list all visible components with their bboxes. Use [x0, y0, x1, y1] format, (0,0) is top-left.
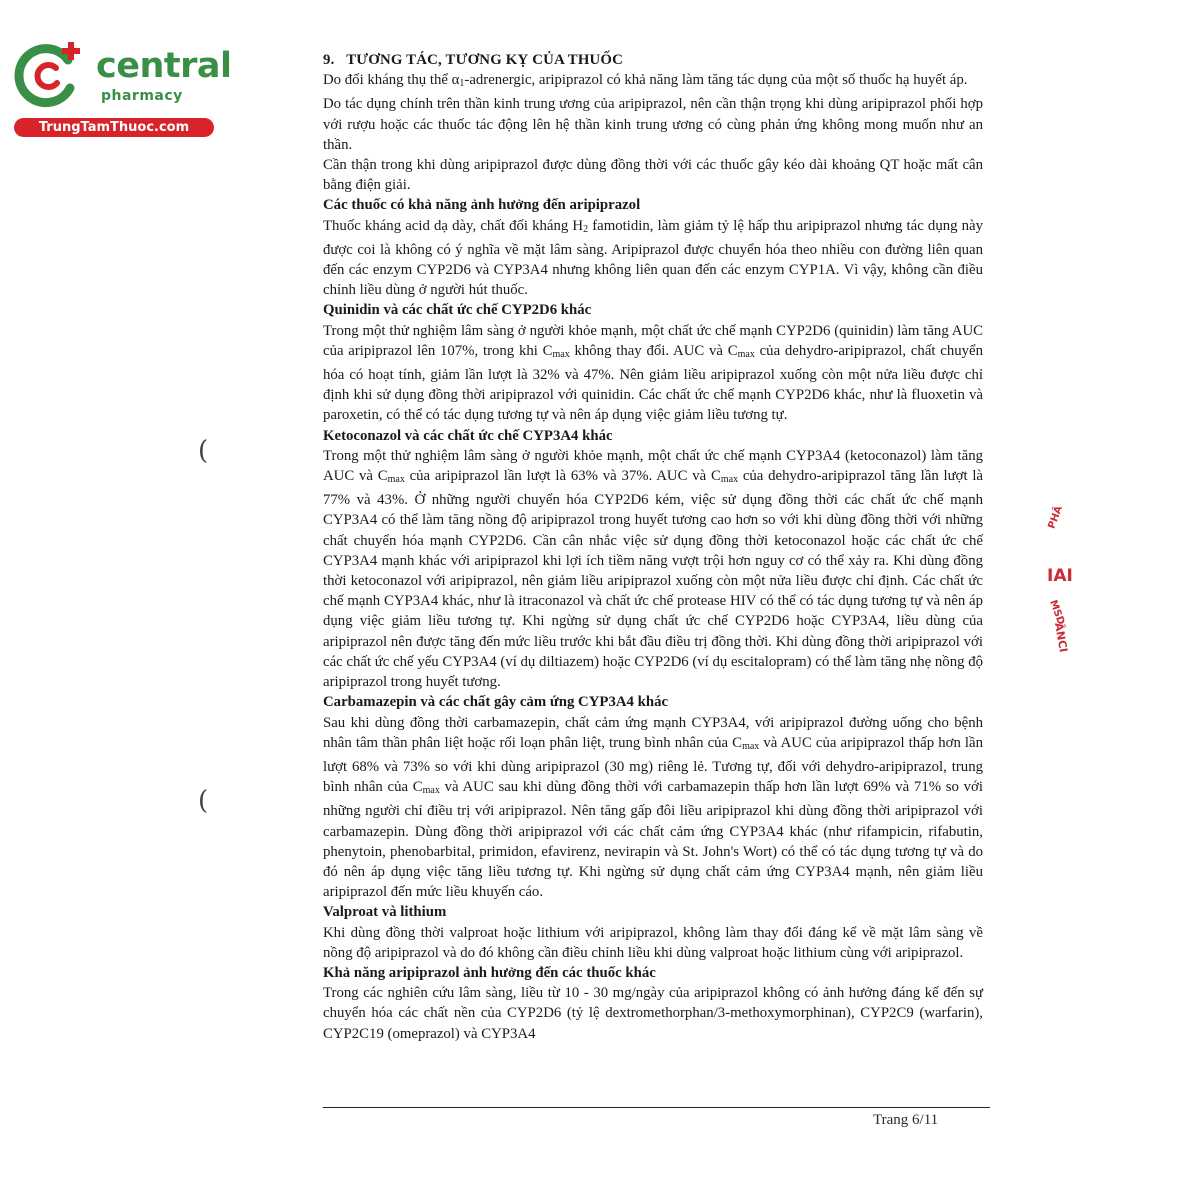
subscript: max — [737, 348, 755, 360]
text-run: của dehydro-aripiprazol, chất chuyển hóa có hoạt tính, giảm lần lượt là 32% và 47%. Nên giảm liều aripiprazol xuống còn một nửa liều được chỉ định khi sử dụng đồng thời aripiprazol với quinidin. Các chất ức chế mạnh CYP2D6 khác, như là fluoxetin và paroxetin, có thể có tác dụng tương tự và nên áp dụng việc giảm liều tương tự. — [323, 342, 983, 424]
pharmacy-logo-icon — [10, 38, 86, 114]
subsection-heading: Các thuốc có khả năng ảnh hưởng đến aripiprazol — [323, 197, 641, 214]
paragraph: Trong các nghiên cứu lâm sàng, liều từ 10 - 30 mg/ngày của aripiprazol không có ảnh hưởng đáng kể đến sự chuyển hóa các chất nền của CYP2D6 (tỷ lệ dextromethorphan/3-methoxymorphinan), CYP2C9 (warfarin), CYP2C19 (omeprazol) và CYP3A4 — [323, 985, 983, 1042]
subscript: max — [422, 785, 440, 797]
text-run: và AUC sau khi dùng đồng thời với carbamazepin thấp hơn lần lượt 69% và 71% so với những người chỉ điều trị với aripiprazol. Nên tăng gấp đôi liều aripiprazol khi dùng đồng thời aripiprazol với carbamazepin. Dùng đồng thời aripiprazol với các chất cảm ứng CYP3A4 khác (như rifampicin, rifabutin, phenytoin, phenobarbital, primidon, efavirenz, nevirapin và St. John's Wort) có thể có tác dụng tương tự và do đó nên áp dụng việc tăng liều tương tự. Khi ngừng sử dụng chất cảm ứng CYP3A4 mạnh, nên giảm liều aripiprazol đến mức liều khuyến cáo. — [323, 779, 983, 901]
paragraph — [323, 446, 983, 692]
document-body — [323, 50, 983, 1044]
subscript: max — [742, 740, 760, 752]
subsection-heading: Khả năng aripiprazol ảnh hưởng đến các thuốc khác — [323, 964, 656, 981]
text-run: của dehydro-aripiprazol tăng lần lượt là 77% và 43%. Ở những người chuyển hóa CYP2D6 kém, việc sử dụng đồng thời các chất ức chế mạnh CYP3A4 có thể làm tăng nồng độ aripiprazol trong huyết tương cao hơn so với khi dùng đồng thời với những chất chuyển hóa mạnh CYP2D6. Cần cân nhắc việc sử dụng đồng thời ketoconazol hoặc các chất ức chế CYP3A4 mạnh khác với aripiprazol khi lợi ích tiềm năng vượt trội hơn nguy cơ có thể xảy ra. Khi dùng đồng thời ketoconazol với aripiprazol, nên giảm liều aripiprazol xuống còn một nửa liều được chỉ định. Các chất ức chế mạnh CYP3A4 khác, như là itraconazol và chất ức chế protease HIV có thể có tác dụng tương tự và nên áp dụng việc giảm liều tương tự. Khi ngừng sử dụng chất ức chế CYP2D6 hoặc CYP3A4, liều dùng của aripiprazol nên được tăng đến mức liều trước khi bắt đầu điều trị đồng thời. Khi dùng đồng thời aripiprazol với các chất ức chế yếu CYP3A4 (ví dụ diltiazem) hoặc CYP2D6 (ví dụ escitalopram) có thể làm tăng nhẹ nồng độ aripiprazol trong huyết tương. — [323, 468, 983, 691]
logo-site-badge: TrungTamThuoc.com — [14, 118, 214, 137]
paragraph: Khi dùng đồng thời valproat hoặc lithium với aripiprazol, không làm thay đổi đáng kể về mặt lâm sàng về nồng độ aripiprazol và do đó không cần điều chỉnh liều khi dùng valproat hoặc lithium cùng với aripiprazol. — [323, 924, 983, 961]
central-pharmacy-logo — [10, 38, 232, 138]
subsection-heading: Valproat và lithium — [323, 904, 447, 921]
page-number: Trang 6/11 — [873, 1112, 939, 1128]
paragraph: Cần thận trong khi dùng aripiprazol được dùng đồng thời với các thuốc gây kéo dài khoảng QT hoặc mất cân bằng điện giải. — [323, 157, 983, 194]
subscript: 2 — [583, 223, 589, 235]
logo-brand-text: central — [96, 46, 232, 86]
section-title: 9. TƯƠNG TÁC, TƯƠNG KỴ CỦA THUỐC — [323, 52, 624, 68]
subsection-heading: Carbamazepin và các chất gây cảm ứng CYP3A4 khác — [323, 694, 669, 711]
paragraph — [323, 216, 983, 301]
text-run: Sau khi dùng đồng thời carbamazepin, chất cảm ứng mạnh CYP3A4, với aripiprazol đường uống cho bệnh nhân tâm thần phân liệt hoặc rối loạn phân liệt, trung bình nhân của C — [323, 714, 983, 751]
binder-mark-icon: ( — [198, 786, 209, 816]
footer-rule — [323, 1107, 990, 1108]
subscript: max — [720, 474, 739, 486]
text-run: Trong một thử nghiệm lâm sàng ở người khỏe mạnh, một chất ức chế mạnh CYP3A4 (ketoconazol) làm tăng AUC và C — [323, 447, 983, 485]
subsection-heading: Quinidin và các chất ức chế CYP2D6 khác — [323, 302, 592, 319]
subscript: max — [387, 474, 405, 486]
stamp-fragment: MSD — [1047, 598, 1067, 627]
paragraph: Do tác dụng chính trên thần kinh trung ương của aripiprazol, nên cần thận trọng khi dùng aripiprazol phối hợp với rượu hoặc các thuốc tác động lên hệ thần kinh trung ương có cùng phản ứng không mong muốn như an thần. — [323, 96, 983, 153]
logo-sub-text: pharmacy — [101, 88, 183, 104]
stamp-fragment: ÂNCI — [1051, 621, 1070, 654]
stamp-fragment: IAI — [1047, 566, 1073, 586]
paragraph — [323, 70, 983, 94]
text-run: famotidin, làm giảm tỷ lệ hấp thu aripiprazol nhưng tác dụng này được coi là không có ý nghĩa về mặt lâm sàng. Aripiprazol được chuyển hóa theo nhiều con đường liên quan đến các enzym CYP2D6 và CYP3A4 nhưng không liên quan đến các enzym CYP1A. Vì vậy, không cần điều chỉnh liều dùng ở người hút thuốc. — [323, 217, 984, 299]
text-run: của aripiprazol lần lượt là 63% và 37%. AUC và C — [404, 468, 721, 485]
text-run: Do đối kháng thụ thể α — [323, 72, 460, 89]
text-run: Thuốc kháng acid dạ dày, chất đối kháng H — [323, 217, 584, 234]
text-run: không thay đổi. AUC và C — [569, 342, 738, 359]
subscript: 1 — [459, 78, 465, 90]
text-run: và AUC của aripiprazol thấp hơn lần lượt 68% và 73% so với khi dùng aripiprazol (30 mg) riêng lẻ. Tương tự, đối với dehydro-aripiprazol, trung bình nhân của C — [323, 734, 983, 796]
paragraph — [323, 321, 983, 426]
binder-mark-icon: ( — [198, 436, 209, 466]
subsection-heading: Ketoconazol và các chất ức chế CYP3A4 khác — [323, 427, 613, 444]
text-run: -adrenergic, aripiprazol có khả năng làm tăng tác dụng của một số thuốc hạ huyết áp. — [464, 72, 968, 89]
subscript: max — [552, 348, 570, 360]
stamp-fragment: PHÂ — [1046, 504, 1065, 531]
text-run: Trong một thử nghiệm lâm sàng ở người khỏe mạnh, một chất ức chế mạnh CYP2D6 (quinidin) làm tăng AUC của aripiprazol lên 107%, trong khi C — [323, 322, 983, 359]
paragraph — [323, 713, 983, 903]
